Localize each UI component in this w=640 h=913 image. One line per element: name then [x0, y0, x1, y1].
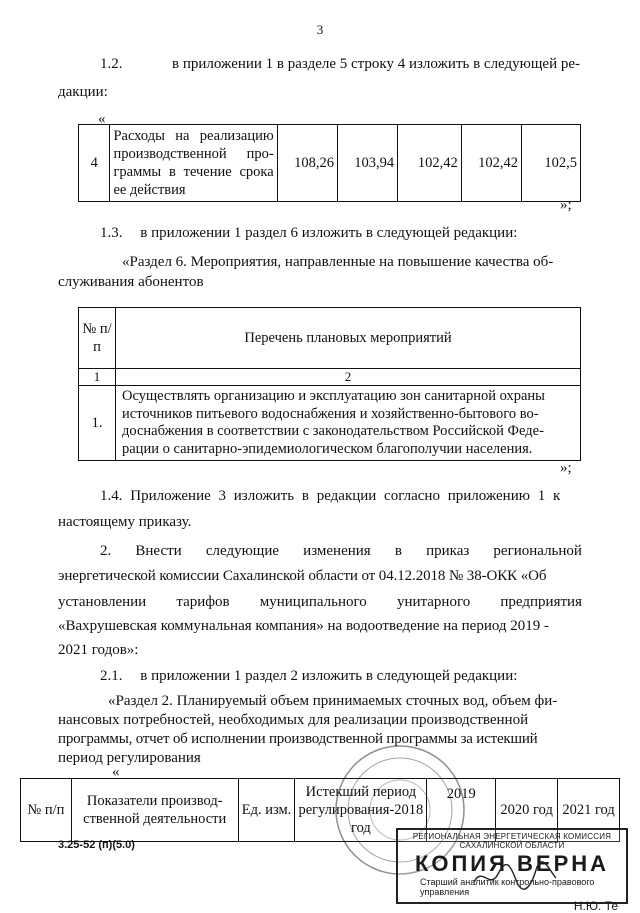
paragraph-1-2-text: в приложении 1 в разделе 5 строку 4 изложить в следующей ре- [172, 56, 580, 72]
table-cell-value: 102,5 [521, 125, 580, 202]
header-past-period: Истекший период регулирования-2018 год [295, 779, 427, 842]
word: унитарного [396, 594, 471, 610]
paragraph-2-line1 [100, 539, 582, 564]
header-2020: 2020 год [496, 779, 558, 842]
document-code: 3.25-52 (п)(5.0) [58, 839, 135, 851]
stamp-position: Старший аналитик контрольно-правового управления [420, 877, 595, 897]
word: тарифов [176, 594, 230, 610]
index-col1: 1 [79, 369, 116, 386]
table-row [79, 308, 581, 369]
section2-line4: период регулирования [58, 750, 201, 766]
table-cell-value: 108,26 [277, 125, 337, 202]
measure-line: доснабжения в соответствии с законодательством Российской Феде- [122, 423, 544, 439]
quote-close-2: »; [560, 460, 572, 476]
stamp-name: Н.Ю. Те [573, 899, 618, 913]
section6-line2: служивания абонентов [58, 274, 204, 290]
paragraph-1-3 [100, 221, 580, 246]
table-row [79, 369, 581, 386]
section2-line3: программы, отчет об исполнении производственной программы за истекший [58, 731, 538, 747]
section2-line2: нансовых потребностей, необходимых для реализации производственной [58, 712, 529, 728]
quote-close-1: »; [560, 197, 572, 213]
quote-open-3: « [112, 764, 120, 780]
word: приказ [426, 543, 470, 559]
header-num: № п/п [21, 779, 72, 842]
header-indicators: Показатели производ-ственной деятельности [71, 779, 238, 842]
page-number: 3 [316, 22, 324, 37]
paragraph-1-3-number: 1.3. [100, 225, 123, 241]
paragraph-1-2-line2: дакции: [58, 84, 108, 100]
row-measure-text [116, 386, 581, 461]
quote-open-1: « [98, 111, 106, 127]
paragraph-1-4-line2: настоящему приказу. [58, 514, 192, 530]
paragraph-2-1-number: 2.1. [100, 668, 123, 684]
paragraph-1-2-line1 [100, 52, 580, 77]
paragraph-1-2-number: 1.2. [100, 56, 123, 72]
stamp-title: КОПИЯ ВЕРНА [414, 851, 610, 876]
paragraph-2-line4: «Вахрушевская коммунальная компания» на водоотведение на период 2019 - [58, 618, 550, 634]
signature-icon [470, 860, 560, 896]
measures-table [78, 307, 581, 461]
section6-line1: «Раздел 6. Мероприятия, направленные на повышение качества об- [122, 254, 554, 270]
paragraph-2-1 [100, 664, 580, 689]
table-row [79, 125, 581, 202]
word: установлении [58, 594, 147, 610]
stamp-header: РЕГИОНАЛЬНАЯ ЭНЕРГЕТИЧЕСКАЯ КОМИССИЯ САХАЛИНСКОЙ ОБЛАСТИ [412, 832, 612, 850]
paragraph-1-3-text: в приложении 1 раздел 6 изложить в следующей редакции: [140, 225, 518, 241]
table-cell-value: 102,42 [461, 125, 521, 202]
table-cell-value: 102,42 [398, 125, 462, 202]
section2-line1: «Раздел 2. Планируемый объем принимаемых сточных вод, объем фи- [108, 693, 558, 709]
word: 2. [100, 543, 112, 559]
table-cell-value: 103,94 [337, 125, 397, 202]
table-cell-num: 4 [79, 125, 110, 202]
header-unit: Ед. изм. [238, 779, 295, 842]
paragraph-2-1-text: в приложении 1 раздел 2 изложить в следующей редакции: [140, 668, 518, 684]
word: региональной [493, 543, 582, 559]
word: следующие [205, 543, 280, 559]
word: предприятия [500, 594, 582, 610]
index-col2: 2 [116, 369, 581, 386]
measure-line: источников питьевого водоснабжения и хозяйственно-бытового во- [122, 405, 539, 422]
word: Внести [135, 543, 182, 559]
measure-line: рации о санитарно-эпидемиологическом благополучии населения. [122, 440, 533, 457]
header-2019: 2019 [427, 779, 496, 842]
table-row [79, 386, 581, 461]
word: изменения [303, 543, 371, 559]
paragraph-2-line2: энергетической комиссии Сахалинской области от 04.12.2018 № 38-ОКК «Об [58, 568, 547, 584]
header-2021: 2021 год [558, 779, 620, 842]
paragraph-1-4-line1: 1.4. Приложение 3 изложить в редакции согласно приложению 1 к [100, 488, 561, 504]
row-num: 1. [79, 386, 116, 461]
expenses-table [78, 124, 581, 202]
paragraph-2-line5: 2021 годов»: [58, 642, 139, 658]
header-num: № п/п [79, 308, 116, 369]
paragraph-2-line3 [58, 590, 582, 615]
word: муниципального [259, 594, 367, 610]
measure-line: Осуществлять организацию и эксплуатацию зон санитарной охраны [122, 388, 545, 404]
table-cell-desc: Расходы на реализацию производственной про-граммы в течение срока ее действия [110, 125, 277, 202]
word: в [394, 543, 402, 559]
header-measures-list: Перечень плановых мероприятий [116, 308, 581, 369]
